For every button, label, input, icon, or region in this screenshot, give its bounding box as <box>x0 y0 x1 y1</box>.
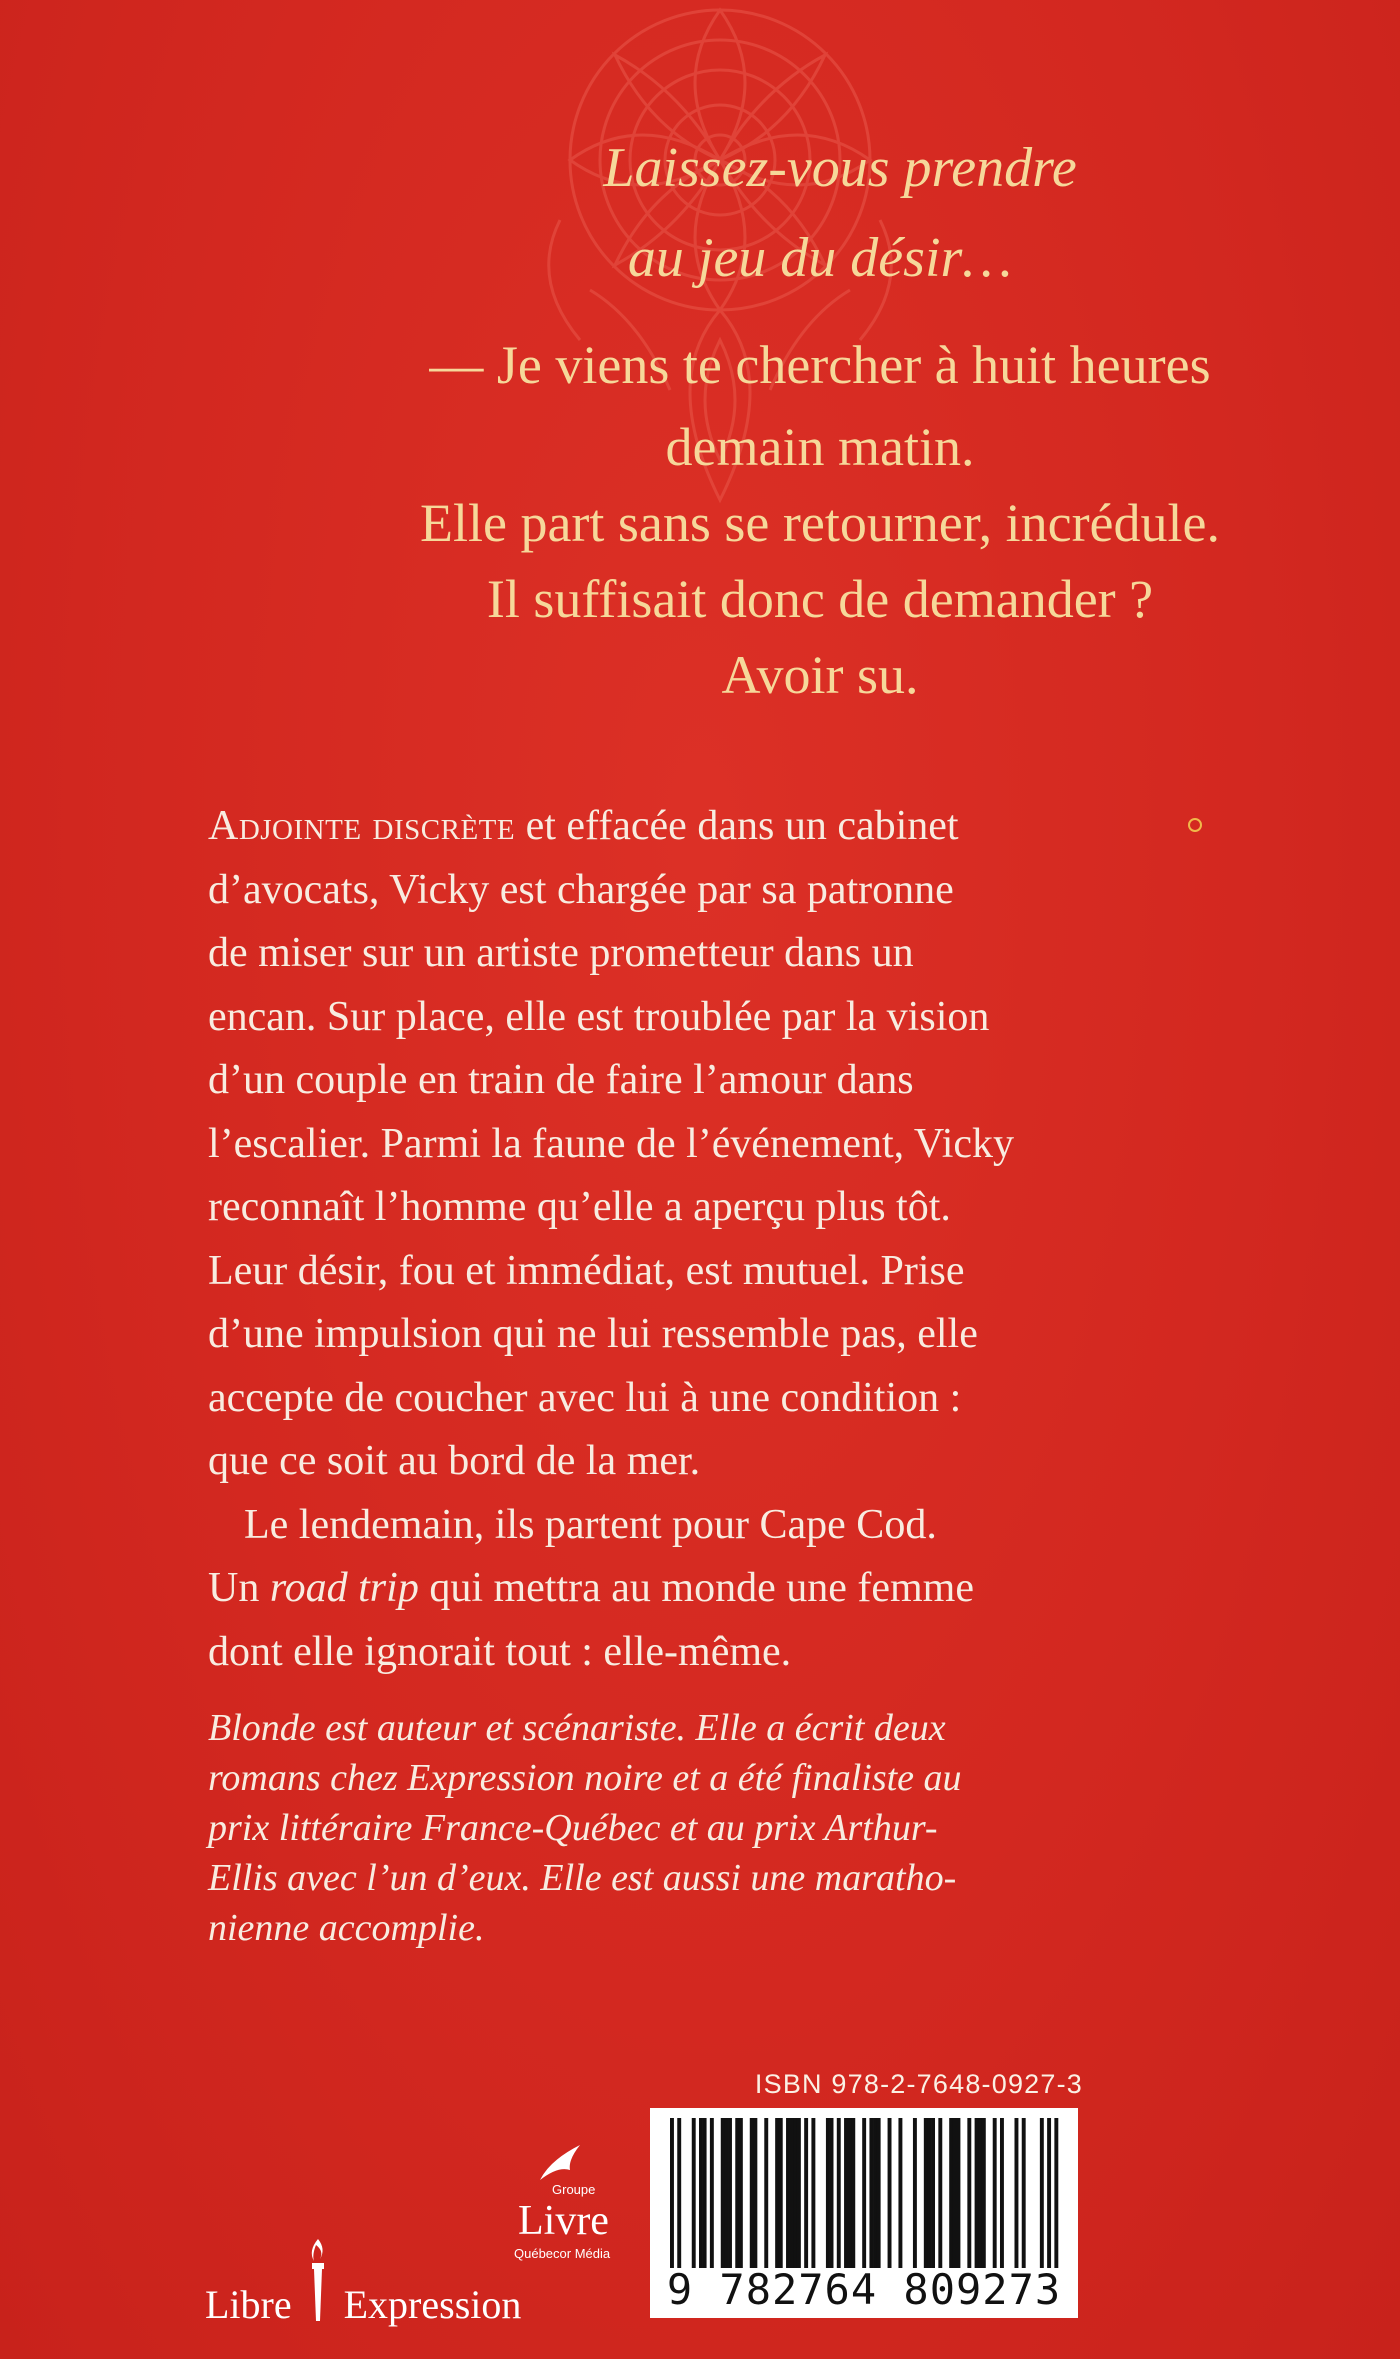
barcode-bar <box>913 2118 917 2268</box>
barcode-bar <box>873 2118 877 2268</box>
synopsis-line: de miser sur un artiste prometteur dans un <box>208 930 914 976</box>
barcode-bars-icon <box>650 2118 1078 2278</box>
isbn-label: ISBN 978-2-7648-0927-3 <box>754 2069 1083 2099</box>
synopsis-line: l’escalier. Parmi la faune de l’événement, Vicky <box>208 1120 1015 1167</box>
barcode-bar <box>721 2118 725 2268</box>
barcode-bar <box>851 2118 855 2268</box>
groupe-livre-logo <box>500 2140 620 2280</box>
barcode-bar <box>670 2118 674 2268</box>
road-trip-italic: road trip <box>269 1565 419 1611</box>
barcode-bar <box>677 2118 681 2268</box>
barcode-bar <box>811 2118 815 2268</box>
quebecor-media-label: Québecor Média <box>514 2246 611 2261</box>
barcode-bar <box>826 2118 830 2268</box>
barcode-bar <box>830 2118 834 2268</box>
barcode-bar <box>975 2118 979 2268</box>
barcode-bar <box>703 2118 707 2268</box>
barcode-bar <box>949 2118 953 2268</box>
barcode-bar <box>724 2118 728 2268</box>
synopsis-line: encan. Sur place, elle est troublée par la vision <box>208 993 990 1040</box>
synopsis-line-text: qui mettra au monde une femme <box>418 1565 974 1611</box>
barcode-bar <box>735 2118 739 2268</box>
barcode-bar <box>790 2118 794 2268</box>
barcode-bar <box>953 2118 957 2268</box>
barcode-bar <box>898 2118 902 2268</box>
barcode-bar <box>888 2118 892 2268</box>
barcode-bar <box>927 2118 931 2268</box>
barcode-bar <box>993 2118 997 2268</box>
barcode-bar <box>699 2118 703 2268</box>
barcode-digits: 9 782764 809273 <box>666 2265 1062 2314</box>
synopsis-line <box>208 795 1168 859</box>
barcode-bar <box>692 2118 696 2268</box>
tagline-line-1: Laissez-vous prendre <box>603 137 1077 199</box>
synopsis-line: que ce soit au bord de la mer. <box>208 1438 701 1484</box>
barcode-bar <box>848 2118 852 2268</box>
barcode-bar <box>1022 2118 1026 2268</box>
barcode-bar <box>750 2118 754 2268</box>
barcode-bar <box>786 2118 790 2268</box>
barcode-bar <box>978 2118 982 2268</box>
barcode <box>650 2108 1078 2318</box>
author-bio <box>208 1703 1168 1953</box>
synopsis-line-text: et effacée dans un cabinet <box>515 803 959 849</box>
barcode-bar <box>793 2118 797 2268</box>
synopsis-line-text: Un <box>208 1565 270 1611</box>
barcode-bar <box>728 2118 732 2268</box>
barcode-bar <box>1054 2118 1058 2268</box>
synopsis-lead: Adjointe discrète <box>208 803 516 849</box>
barcode-bar <box>931 2118 935 2268</box>
barcode-bar <box>775 2118 779 2268</box>
logo-word-expression: Expression <box>343 2282 522 2327</box>
barcode-bar <box>877 2118 881 2268</box>
barcode-bar <box>837 2118 841 2268</box>
synopsis-line <box>208 1557 1168 1621</box>
barcode-bar <box>753 2118 757 2268</box>
barcode-bar <box>982 2118 986 2268</box>
barcode-bar <box>956 2118 960 2268</box>
bio-line: Blonde est auteur et scénariste. Elle a écrit deux <box>208 1707 946 1749</box>
barcode-bar <box>862 2118 866 2268</box>
synopsis <box>208 795 1168 1684</box>
excerpt-line-1: — Je viens te chercher à huit heures <box>429 335 1211 395</box>
barcode-bar <box>1047 2118 1051 2268</box>
synopsis-line: d’une impulsion qui ne lui ressemble pas, elle <box>208 1311 978 1357</box>
tagline-line-2: au jeu du désir… <box>627 227 1013 289</box>
barcode-bar <box>797 2118 801 2268</box>
bio-line: romans chez Expression noire et a été finaliste au <box>208 1757 962 1799</box>
logo-word-libre: Libre <box>205 2282 292 2327</box>
libre-expression-logo <box>205 2235 521 2325</box>
barcode-bar <box>967 2118 971 2268</box>
barcode-bar <box>924 2118 928 2268</box>
synopsis-line: reconnaît l’homme qu’elle a aperçu plus tôt. <box>208 1184 951 1230</box>
synopsis-line: accepte de coucher avec lui à une condition : <box>208 1374 962 1421</box>
synopsis-line: dont elle ignorait tout : elle-même. <box>208 1628 792 1675</box>
barcode-bar <box>869 2118 873 2268</box>
bio-line: Ellis avec l’un d’eux. Elle est aussi une maratho- <box>208 1857 957 1899</box>
barcode-bar <box>1040 2118 1044 2268</box>
excerpt-line-5: Avoir su. <box>721 645 919 705</box>
torch-icon <box>304 2235 332 2325</box>
bio-line: nienne accomplie. <box>208 1907 485 1949</box>
bio-line: prix littéraire France-Québec et au prix Arthur- <box>208 1807 938 1849</box>
synopsis-line: d’avocats, Vicky est chargée par sa patronne <box>208 866 954 913</box>
synopsis-line: Le lendemain, ils partent pour Cape Cod. <box>244 1501 937 1548</box>
barcode-bar <box>1000 2118 1004 2268</box>
barcode-bar <box>938 2118 942 2268</box>
barcode-bar <box>1014 2118 1018 2268</box>
barcode-bar <box>710 2118 714 2268</box>
livre-label: Livre <box>518 2198 609 2244</box>
barcode-bar <box>764 2118 768 2268</box>
barcode-bar <box>844 2118 848 2268</box>
excerpt-line-3: Elle part sans se retourner, incrédule. <box>419 493 1220 553</box>
synopsis-line: Leur désir, fou et immédiat, est mutuel. Prise <box>208 1247 965 1294</box>
barcode-bar <box>739 2118 743 2268</box>
synopsis-line: d’un couple en train de faire l’amour dans <box>208 1057 914 1103</box>
barcode-bar <box>804 2118 808 2268</box>
excerpt-line-2: demain matin. <box>665 417 975 477</box>
bird-icon <box>530 2140 590 2185</box>
decorative-dot-icon <box>1188 818 1202 832</box>
barcode-bar <box>779 2118 783 2268</box>
groupe-label: Groupe <box>552 2182 596 2197</box>
excerpt-line-4: Il suffisait donc de demander ? <box>486 569 1154 629</box>
